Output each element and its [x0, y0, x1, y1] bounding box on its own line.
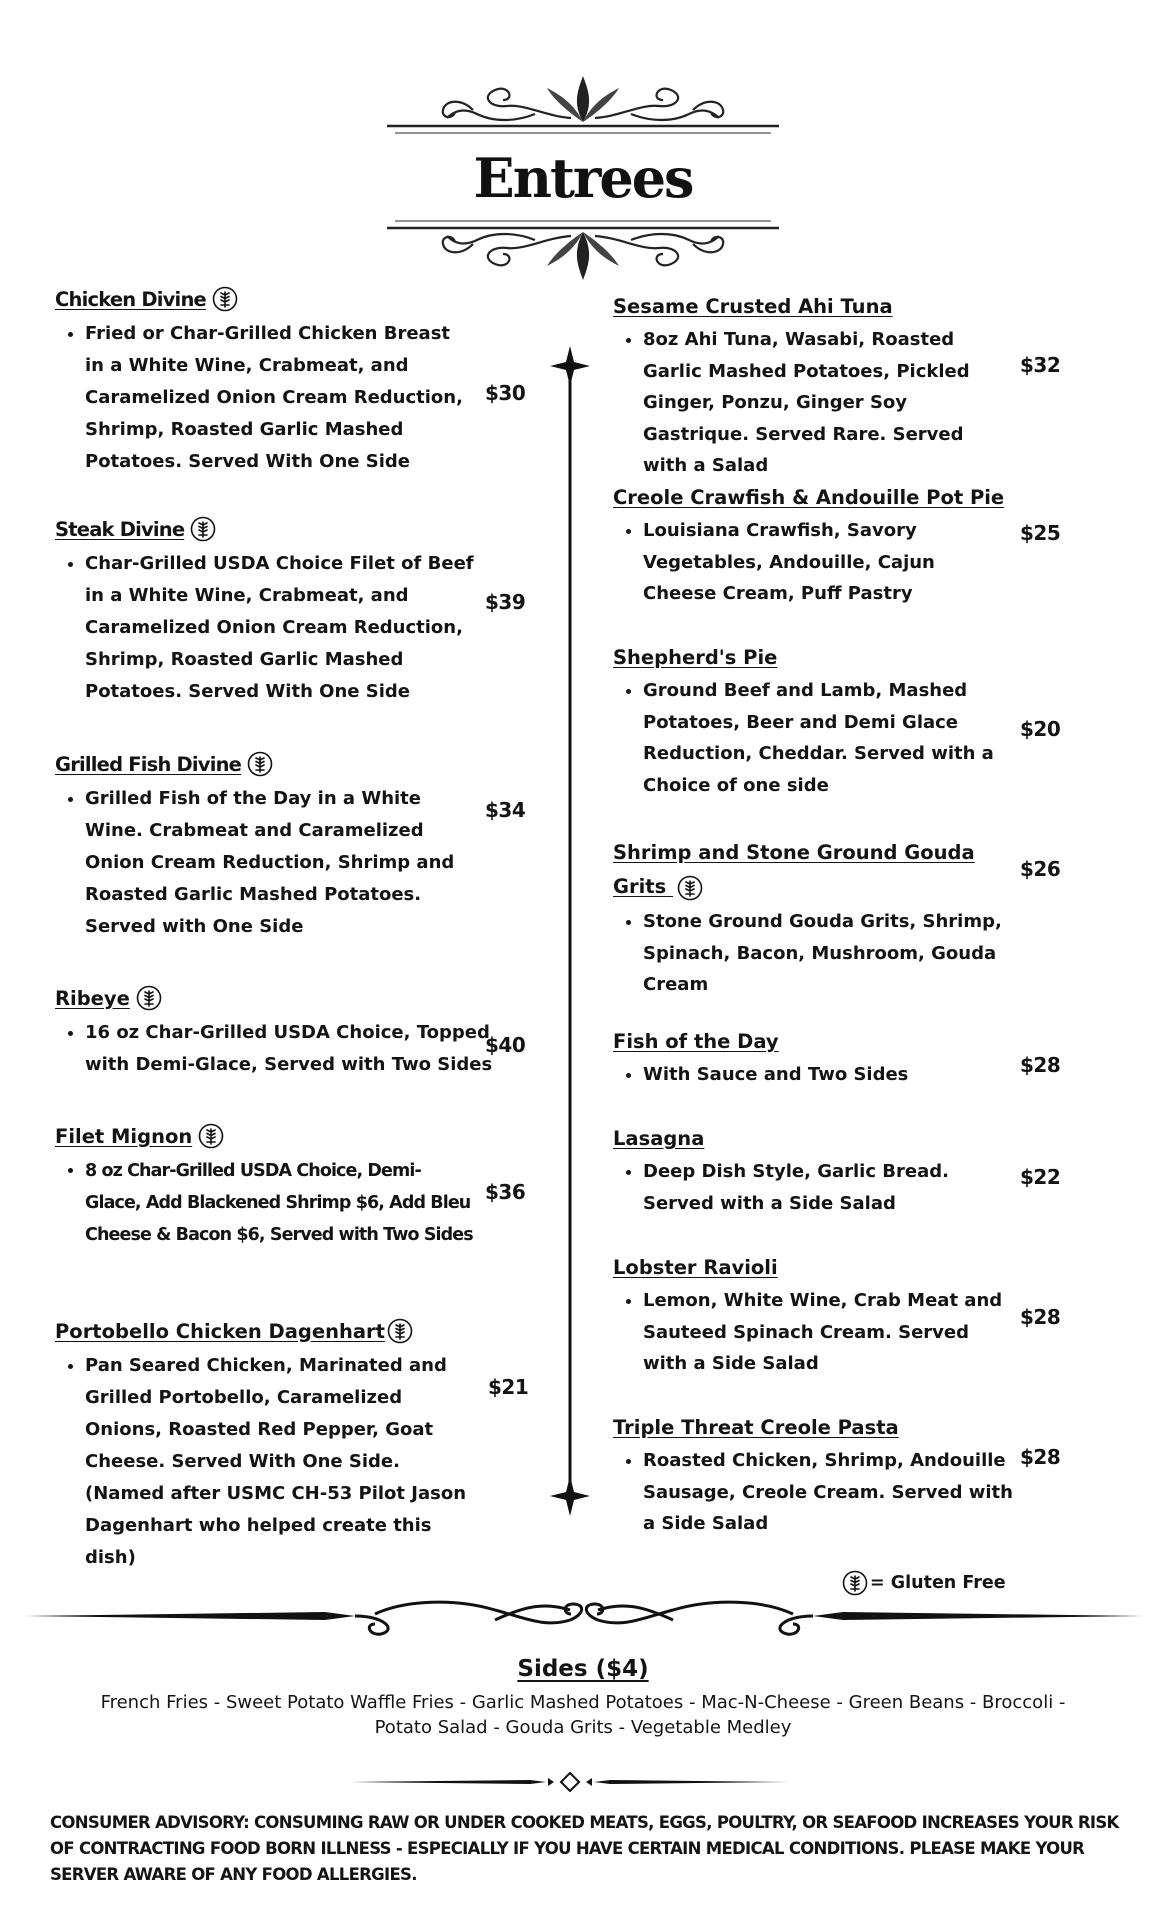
item-price: $28 [1020, 1445, 1061, 1469]
gluten-free-legend [842, 1570, 1006, 1596]
item-name: Ribeye [55, 986, 130, 1010]
item-price: $30 [485, 381, 526, 405]
wheat-icon [677, 875, 703, 901]
item-price: $34 [485, 798, 526, 822]
item-price: $20 [1020, 717, 1061, 741]
menu-item [613, 1030, 1013, 1091]
item-name: Shrimp and Stone Ground Gouda Grits [613, 841, 975, 898]
item-price: $28 [1020, 1305, 1061, 1329]
wheat-icon [136, 985, 162, 1011]
menu-item [55, 985, 495, 1081]
item-price: $21 [488, 1375, 529, 1399]
swirl-divider [25, 1596, 1143, 1638]
column-divider [548, 346, 592, 1516]
item-description: • Lemon, White Wine, Crab Meat and Sauteed Spinach Cream. Served with a Side Salad [643, 1285, 1013, 1380]
item-description: • Fried or Char-Grilled Chicken Breast in a White Wine, Crabmeat, and Caramelized Onion Cream Reduction, Shrimp, Roasted Garlic Mashed Potatoes. Served With One Side [85, 318, 475, 478]
menu-item [613, 486, 1013, 610]
item-name: Filet Mignon [55, 1124, 193, 1148]
item-price: $39 [485, 590, 526, 614]
item-price: $32 [1020, 353, 1061, 377]
small-ornament [350, 1772, 790, 1792]
item-price: $36 [485, 1180, 526, 1204]
item-description: • Grilled Fish of the Day in a White Wine. Crabmeat and Caramelized Onion Cream Reduction, Shrimp and Roasted Garlic Mashed Potatoes. Served with One Side [85, 783, 475, 943]
menu-item [613, 295, 1013, 482]
item-description: • Pan Seared Chicken, Marinated and Grilled Portobello, Caramelized Onions, Roasted Red Pepper, Goat Cheese. Served With One Side. (Named after USMC CH-53 Pilot Jason Dagenhart who helped create this dish) [85, 1350, 485, 1574]
item-name: Portobello Chicken Dagenhart [55, 1319, 385, 1343]
item-description: • Char-Grilled USDA Choice Filet of Beef in a White Wine, Crabmeat, and Caramelized Onion Cream Reduction, Shrimp, Roasted Garlic Mashed Potatoes. Served With One Side [85, 548, 475, 708]
legend-text: = Gluten Free [870, 1573, 1006, 1593]
item-price: $26 [1020, 857, 1061, 881]
title-ornament [385, 218, 781, 284]
menu-item [613, 646, 1013, 801]
wheat-icon [212, 286, 238, 312]
item-price: $40 [485, 1033, 526, 1057]
item-price: $28 [1020, 1053, 1061, 1077]
item-price: $22 [1020, 1165, 1061, 1189]
item-name: Lobster Ravioli [613, 1256, 778, 1279]
wheat-icon [190, 516, 216, 542]
consumer-advisory: CONSUMER ADVISORY: CONSUMING RAW OR UNDER COOKED MEATS, EGGS, POULTRY, OR SEAFOOD INCREASES YOUR RISK OF CONTRACTING FOOD BORN ILLNESS - ESPECIALLY IF YOU HAVE CERTAIN MEDICAL CONDITIONS. PLEASE MAKE YOUR SERVER AWARE OF ANY FOOD ALLERGIES. [50, 1813, 1119, 1884]
item-description: • 8oz Ahi Tuna, Wasabi, Roasted Garlic Mashed Potatoes, Pickled Ginger, Ponzu, Ginger Soy Gastrique. Served Rare. Served with a Salad [643, 324, 1013, 482]
sides-title: Sides ($4) [517, 1656, 649, 1682]
wheat-icon [387, 1318, 413, 1344]
sides-list: French Fries - Sweet Potato Waffle Fries - Garlic Mashed Potatoes - Mac-N-Cheese - Green Beans - Broccoli - Potato Salad - Gouda Grits - Vegetable Medley [100, 1692, 1066, 1738]
item-name: Creole Crawfish & Andouille Pot Pie [613, 486, 1005, 509]
menu-item [55, 516, 475, 708]
item-description: • 16 oz Char-Grilled USDA Choice, Topped with Demi-Glace, Served with Two Sides [85, 1017, 495, 1081]
menu-item [613, 1416, 1013, 1540]
item-name: Fish of the Day [613, 1030, 779, 1053]
wheat-icon [198, 1123, 224, 1149]
item-name: Shepherd's Pie [613, 646, 778, 669]
item-description: • With Sauce and Two Sides [643, 1059, 1013, 1091]
item-description: • Deep Dish Style, Garlic Bread. Served with a Side Salad [643, 1156, 1013, 1219]
wheat-icon [842, 1570, 868, 1596]
item-name: Lasagna [613, 1127, 705, 1150]
item-description: • 8 oz Char-Grilled USDA Choice, Demi-Glace, Add Blackened Shrimp $6, Add Bleu Cheese & Bacon $6, Served with Two Sides [85, 1155, 475, 1251]
menu-item [613, 836, 1013, 1001]
menu-item [613, 1256, 1013, 1380]
menu-item [55, 751, 475, 943]
item-description: • Ground Beef and Lamb, Mashed Potatoes, Beer and Demi Glace Reduction, Cheddar. Served with a Choice of one side [643, 675, 1013, 801]
item-name: Grilled Fish Divine [55, 752, 242, 776]
item-name: Steak Divine [55, 517, 185, 541]
wheat-icon [247, 751, 273, 777]
item-description: • Roasted Chicken, Shrimp, Andouille Sausage, Creole Cream. Served with a Side Salad [643, 1445, 1013, 1540]
menu-item [55, 1123, 475, 1251]
item-name: Sesame Crusted Ahi Tuna [613, 295, 893, 318]
item-description: • Stone Ground Gouda Grits, Shrimp, Spinach, Bacon, Mushroom, Gouda Cream [643, 906, 1013, 1001]
item-name: Chicken Divine [55, 287, 206, 311]
top-ornament [385, 70, 781, 138]
item-name: Triple Threat Creole Pasta [613, 1416, 899, 1439]
item-price: $25 [1020, 521, 1061, 545]
menu-item [613, 1127, 1013, 1219]
item-description: • Louisiana Crawfish, Savory Vegetables, Andouille, Cajun Cheese Cream, Puff Pastry [643, 515, 1013, 610]
menu-item [55, 1318, 485, 1574]
menu-item [55, 286, 475, 478]
page-title: Entrees [473, 146, 693, 210]
